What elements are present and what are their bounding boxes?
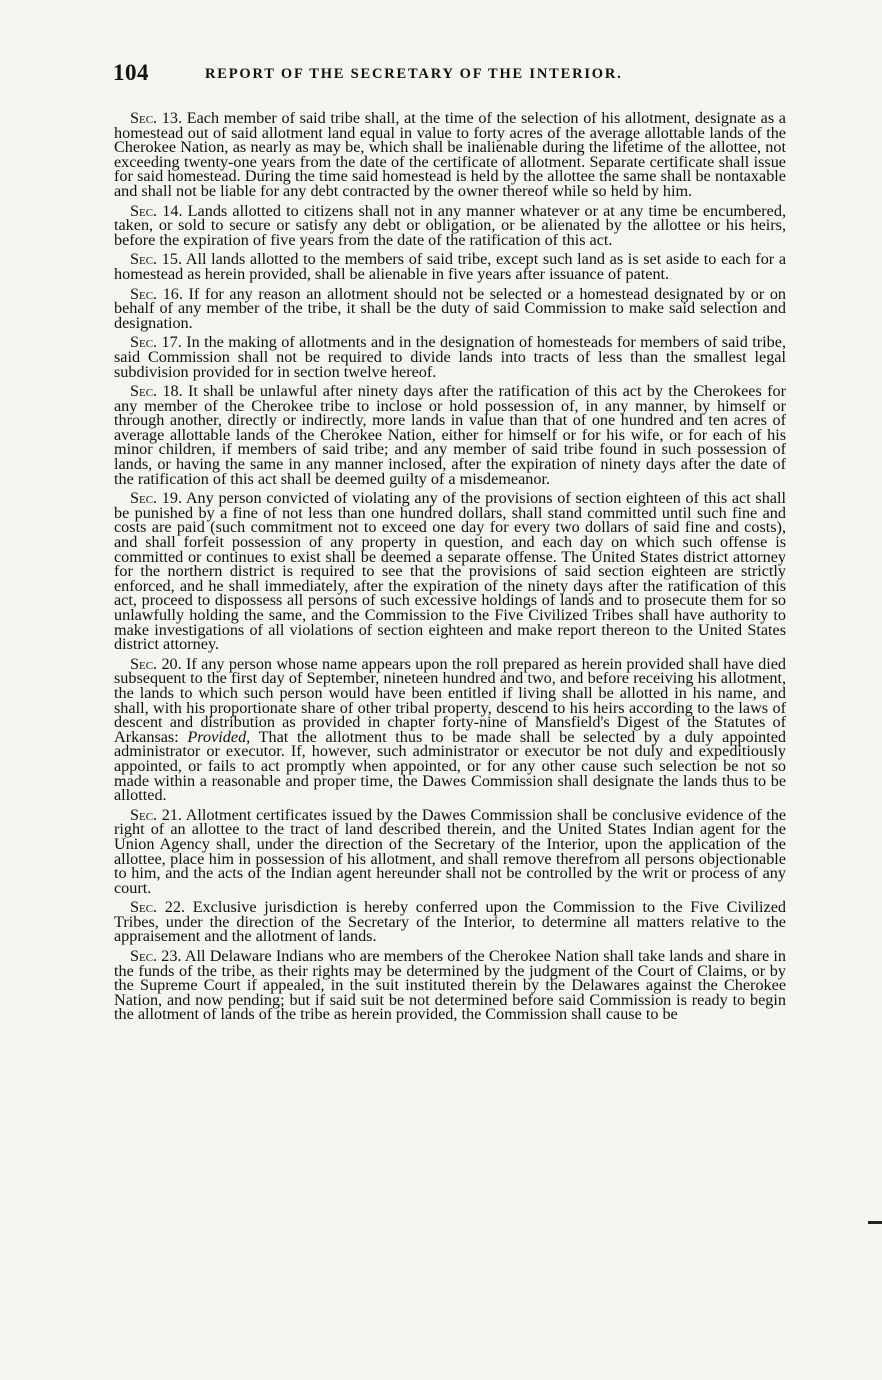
section-16 — [114, 284, 787, 332]
provided-italic: Provided, — [187, 727, 251, 746]
section-label: Sec. 17. — [130, 333, 182, 352]
section-text: If for any reason an allotment should not be selected or a homestead designated by or on behalf of any member of the tribe, it shall be the duty of said Commission to make said selection and designation. — [114, 284, 787, 332]
section-22 — [114, 900, 786, 944]
section-text: All Delaware Indians who are members of the Cherokee Nation shall take lands and share in the funds of the tribe, as their rights may be determined by the judgment of the Court of Claims, or by the Supreme Court if appealed, in the suit instituted therein by the Delawares against the Cherokee Nation, and now pending; but if said suit be not determined before said Commission is ready to begin the allotment of lands of the tribe as herein provided, the Commission shall cause to be — [114, 947, 787, 1024]
section-label: Sec. 16. — [130, 284, 183, 303]
body-text — [114, 111, 786, 1027]
section-17 — [114, 335, 786, 379]
section-label: Sec. 21. — [130, 805, 182, 824]
section-text: That the allotment thus to be made shall be selected by a duly appointed administrator or executor. If, however, such administrator or executor be not duly and expeditiously appointed, or fails to act promptly when appointed, or for any other cause such selection be not so made within a reasonable and proper time, the Dawes Commission shall designate the lands thus to be allotted. — [114, 727, 786, 805]
section-label: Sec. 22. — [130, 898, 186, 917]
section-text: Lands allotted to citizens shall not in any manner whatever or at any time be encumbered, taken, or sold to secure or satisfy any debt or obligation, or be alienated by the allottee or his heirs, before the expiration of five years from the date of the ratification of this act. — [114, 201, 787, 249]
page-header — [113, 60, 793, 100]
section-13 — [114, 111, 786, 199]
section-20 — [114, 654, 786, 805]
section-14 — [114, 201, 787, 249]
section-18 — [114, 384, 786, 486]
section-text: Any person convicted of violating any of the provisions of section eighteen of this act shall be punished by a fine of not less than one hundred dollars, shall stand committed until such fine and costs are paid (such commitment not to exceed one day for every two dollars of said fine and costs), and shall forfeit possession of any property in question, and each day on which such offense is committed or continues to exist shall be deemed a separate offense. The United States district attorney for the northern district is required to see that the provisions of said section eighteen are strictly enforced, and he shall immediately, after the expiration of the ninety days after the ratification of this act, proceed to dispossess all persons of such excessive holdings of lands and to prosecute them for so unlawfully holding the same, and the Commission to the Five Civilized Tribes shall have authority to make investigations of all violations of section eighteen and make report thereon to the United States district attorney. — [114, 489, 786, 654]
margin-mark — [868, 1221, 882, 1224]
section-label: Sec. 19. — [130, 489, 183, 508]
page-number: 104 — [113, 60, 149, 85]
running-head: REPORT OF THE SECRETARY OF THE INTERIOR. — [205, 66, 623, 82]
section-15 — [114, 252, 786, 281]
section-text-before: If any person whose name appears upon the roll prepared as herein provided shall have died subsequent to the first day of September, nineteen hundred and two, and before receiving his allotment, the lands to which such person would have been entitled if living shall be allotted in his name, and shall, with his proportionate share of other tribal property, descend to his heirs according to the laws of descent and distribution as provided in chapter forty-nine of Mansfield's Digest of the Statutes of Arkansas: — [114, 654, 786, 746]
section-label: Sec. 23. — [130, 947, 182, 966]
section-19 — [114, 491, 786, 652]
section-text: Allotment certificates issued by the Dawes Commission shall be conclusive evidence of the right of an allottee to the tract of land described therein, and the United States Indian agent for the Union Agency shall, under the direction of the Secretary of the Interior, upon the application of the allottee, place him in possession of his allotment, and shall remove therefrom all persons objectionable to him, and the acts of the Indian agent hereunder shall not be controlled by the writ or process of any court. — [114, 805, 787, 897]
section-label: Sec. 13. — [130, 109, 183, 127]
section-text: It shall be unlawful after ninety days after the ratification of this act by the Cherokees for any member of the Cherokee tribe to inclose or hold possession of, in any manner, by himself or through another, directly or indirectly, more lands in value than that of one hundred and ten acres of average allottable lands of the Cherokee Nation, either for himself or for his wife, or for each of his minor children, if members of said tribe; and any member of said tribe found in such possession of lands, or having the same in any manner inclosed, after the expiration of ninety days after the date of the ratification of this act shall be deemed guilty of a misdemeanor. — [114, 382, 786, 488]
section-label: Sec. 20. — [130, 654, 182, 673]
section-label: Sec. 14. — [130, 201, 183, 220]
section-23 — [114, 949, 786, 1022]
section-text: In the making of allotments and in the designation of homesteads for members of said tribe, said Commission shall not be required to divide lands into tracts of less than the smallest legal subdivision provided for in section twelve hereof. — [114, 333, 786, 381]
section-label: Sec. 18. — [130, 382, 183, 401]
section-text: All lands allotted to the members of said tribe, except such land as is set aside to each for a homestead as herein provided, shall be alienable in five years after issuance of patent. — [114, 250, 787, 283]
section-text: Exclusive jurisdiction is hereby conferred upon the Commission to the Five Civilized Tribes, under the direction of the Secretary of the Interior, to determine all matters relative to the appraisement and the allotment of lands. — [114, 898, 786, 946]
section-21 — [114, 805, 787, 897]
section-label: Sec. 15. — [130, 250, 182, 269]
section-text: Each member of said tribe shall, at the time of the selection of his allotment, designate as a homestead out of said allotment land equal in value to forty acres of the average allottable lands of the Cherokee Nation, as nearly as may be, which shall be inalienable during the lifetime of the allottee, not exceeding twenty-one years from the date of the certificate of allotment. Separate certificate shall issue for said homestead. During the time said homestead is held by the allottee the same shall be nontaxable and shall not be liable for any debt contracted by the owner thereof while so held by him. — [114, 109, 786, 200]
